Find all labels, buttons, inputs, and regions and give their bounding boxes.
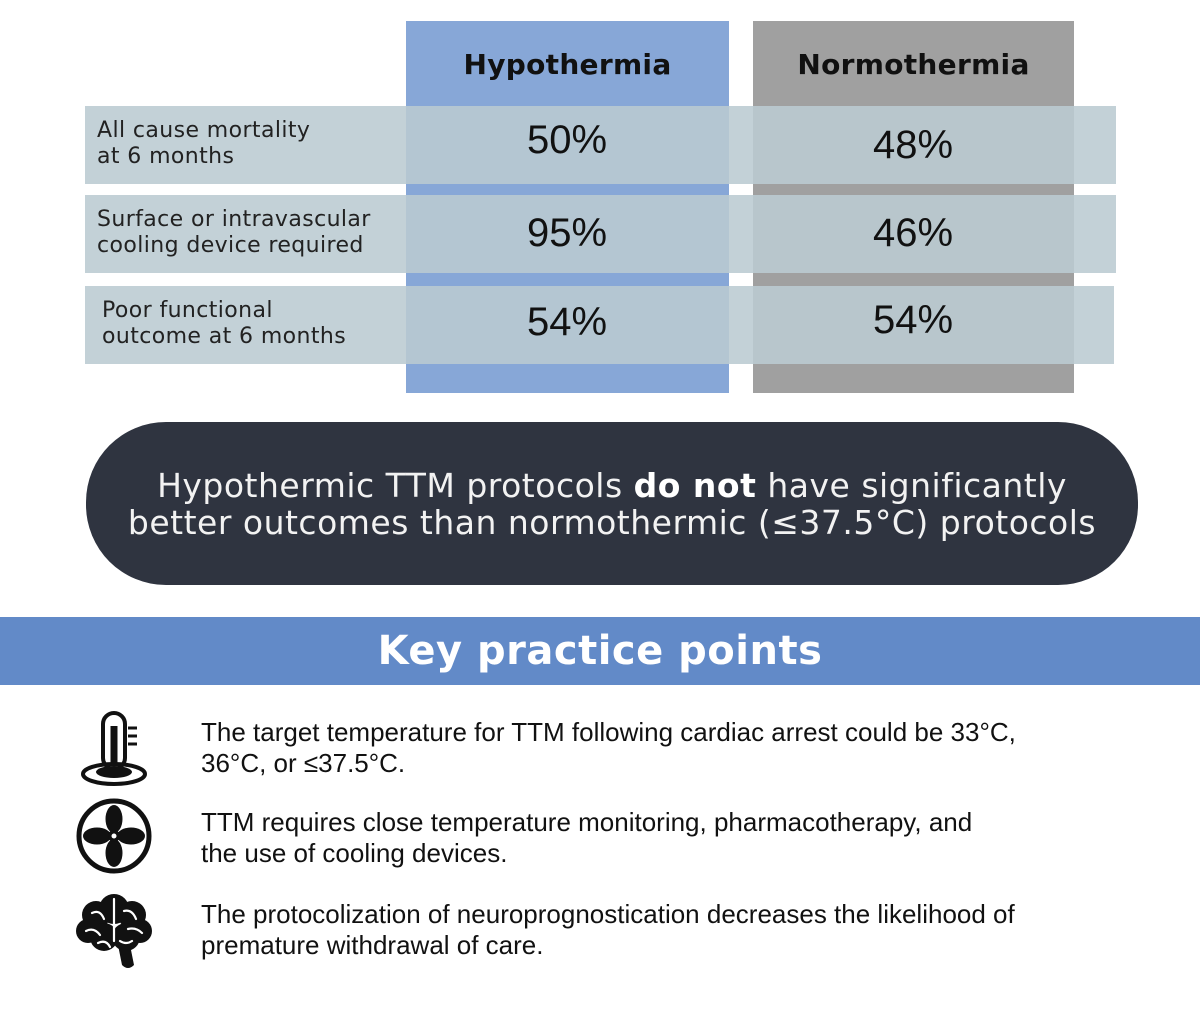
- practice-point-text: [201, 807, 1161, 869]
- summary-text: have significantly: [756, 465, 1067, 505]
- practice-point-line: TTM requires close temperature monitoring, pharmacotherapy, and: [201, 807, 973, 837]
- row-label-line: Poor functional: [102, 298, 273, 323]
- practice-point-line: The protocolization of neuroprognostication decreases the likelihood of: [201, 899, 1015, 929]
- hypothermia-value-cooling-device: 95%: [526, 211, 608, 255]
- row-label-cooling-device: [97, 207, 371, 259]
- hypothermia-value-functional-outcome: 54%: [526, 300, 608, 344]
- summary-line-2: better outcomes than normothermic (≤37.5°C) protocols: [127, 502, 1097, 542]
- key-practice-points-banner: [0, 617, 1200, 685]
- row-label-mortality: [97, 118, 310, 170]
- row-label-line: at 6 months: [97, 144, 235, 169]
- normothermia-value-cooling-device: 46%: [872, 211, 954, 255]
- normothermia-column-header: Normothermia: [797, 47, 1030, 81]
- summary-callout: [86, 422, 1138, 585]
- row-label-line: outcome at 6 months: [102, 324, 347, 349]
- row-label-line: cooling device required: [97, 233, 364, 258]
- normothermia-value-mortality: 48%: [872, 123, 954, 167]
- fan-icon: [74, 796, 154, 876]
- section-title: Key practice points: [377, 628, 823, 674]
- practice-point-line: premature withdrawal of care.: [201, 930, 544, 960]
- brain-icon: [74, 891, 154, 971]
- summary-line-1: [128, 467, 1096, 504]
- normothermia-value-functional-outcome: 54%: [872, 298, 954, 342]
- hypothermia-value-mortality: 50%: [526, 118, 608, 162]
- practice-point-line: 36°C, or ≤37.5°C.: [201, 748, 406, 778]
- row-label-functional-outcome: [102, 298, 346, 350]
- thermometer-icon: [74, 708, 154, 788]
- practice-point-text: [201, 899, 1161, 961]
- summary-emphasis: do not: [633, 465, 757, 505]
- practice-point-line: The target temperature for TTM following cardiac arrest could be 33°C,: [201, 717, 1016, 747]
- row-label-line: All cause mortality: [97, 118, 311, 143]
- hypothermia-column-header: Hypothermia: [463, 47, 672, 81]
- practice-point-line: the use of cooling devices.: [201, 838, 508, 868]
- practice-point-text: [201, 717, 1161, 779]
- row-label-line: Surface or intravascular: [97, 207, 371, 232]
- summary-text: Hypothermic TTM protocols: [157, 465, 634, 505]
